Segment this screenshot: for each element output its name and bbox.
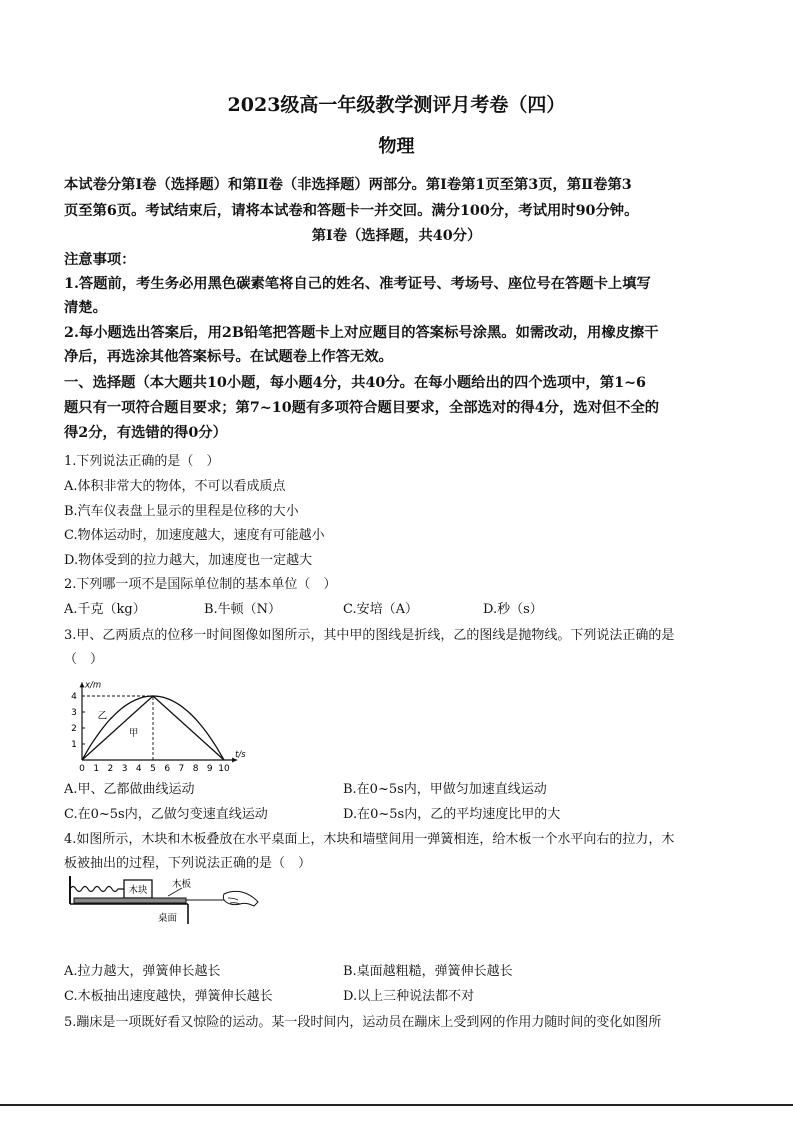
- y-axis-label: x/m: [85, 680, 102, 691]
- q3-xt-graph: [60, 672, 260, 772]
- wooden-board: [74, 898, 186, 903]
- page-bottom-rule: [0, 1104, 793, 1106]
- q4-option-c: C.木板抽出速度越快，弹簧伸长越长: [64, 989, 273, 1004]
- q2-option-b: B.牛顿（N）: [204, 602, 282, 617]
- notice-line-2: 清楚。: [64, 300, 107, 316]
- q4-option-a: A.拉力越大，弹簧伸长越长: [64, 964, 221, 979]
- x-axis-label: t/s: [235, 750, 246, 760]
- q2-option-c: C.安培（A）: [343, 602, 419, 617]
- q3-stem: 3.甲、乙两质点的位移一时间图像如图所示，其中甲的图线是折线，乙的图线是抛物线。下列说法正确的是: [64, 628, 675, 643]
- q1-option-c: C.物体运动时，加速度越大，速度有可能越小: [64, 528, 325, 543]
- x-tick-label: 2: [107, 764, 114, 772]
- x-tick-label: 9: [206, 764, 213, 772]
- block-label: 木块: [128, 885, 148, 896]
- x-tick-label: 1: [93, 764, 100, 772]
- q2-option-d: D.秒（s）: [483, 602, 543, 617]
- q4-stem-2: 板被抽出的过程，下列说法正确的是（ ）: [64, 856, 312, 871]
- q3-option-d: D.在0~5s内，乙的平均速度比甲的大: [343, 807, 561, 822]
- q4-option-d: D.以上三种说法都不对: [343, 989, 475, 1004]
- x-tick-label: 0: [79, 764, 85, 772]
- q3-option-a: A.甲、乙都做曲线运动: [64, 782, 195, 797]
- q1-option-d: D.物体受到的拉力越大，加速度也一定越大: [64, 553, 313, 568]
- q4-option-b: B.桌面越粗糙，弹簧伸长越长: [343, 964, 513, 979]
- q3-option-c: C.在0~5s内，乙做匀变速直线运动: [64, 807, 268, 822]
- q4-stem: 4.如图所示，木块和木板叠放在水平桌面上，木块和墙壁间用一弹簧相连，给木板一个水平向右的拉力，木: [64, 832, 675, 847]
- q5-stem: 5.蹦床是一项既好看又惊险的运动。某一段时间内，运动员在蹦床上受到网的作用力随时间的变化如图所: [64, 1015, 662, 1030]
- subject-title: 物理: [378, 136, 415, 157]
- q2-option-a: A.千克（kg）: [64, 602, 146, 617]
- series-jia-label: 甲: [128, 728, 139, 739]
- section1-line-2: 题只有一项符合题目要求；第7~10题有多项符合题目要求，全部选对的得4分，选对但不全的: [64, 400, 660, 416]
- part1-title: 第Ⅰ卷（选择题，共40分）: [311, 228, 482, 244]
- exam-title: 2023级高一年级教学测评月考卷（四）: [227, 94, 566, 116]
- intro-line-2: 页至第6页。考试结束后，请将本试卷和答题卡一并交回。满分100分，考试用时90分钟。: [64, 203, 639, 219]
- notice-title: 注意事项：: [64, 252, 136, 268]
- x-tick-label: 5: [150, 764, 156, 772]
- x-tick-label: 8: [192, 764, 199, 772]
- section1-line-3: 得2分，有选错的得0分）: [64, 425, 227, 441]
- spring: [70, 887, 124, 892]
- q1-stem: 1.下列说法正确的是（ ）: [64, 454, 220, 469]
- q4-spring-board-diagram: [64, 874, 264, 926]
- series-yi-label: 乙: [97, 710, 108, 722]
- y-tick-label: 3: [71, 708, 77, 718]
- hand-icon: [223, 891, 258, 906]
- q1-option-b: B.汽车仪表盘上显示的里程是位移的大小: [64, 504, 299, 519]
- notice-line-3: 2.每小题选出答案后，用2B铅笔把答题卡上对应题目的答案标号涂黑。如需改动，用橡皮擦干: [64, 325, 659, 341]
- y-tick-label: 4: [71, 692, 77, 702]
- x-tick-label: 3: [121, 764, 128, 772]
- y-axis-arrow: [80, 682, 85, 687]
- notice-line-1: 1.答题前，考生务必用黑色碳素笔将自己的姓名、准考证号、考场号、座位号在答题卡上填写: [64, 276, 651, 292]
- notice-line-4: 净后，再选涂其他答案标号。在试题卷上作答无效。: [64, 349, 393, 365]
- q3-stem-2: （ ）: [64, 652, 104, 667]
- x-tick-label: 10: [218, 764, 230, 772]
- q3-option-b: B.在0~5s内，甲做匀加速直线运动: [343, 782, 547, 797]
- y-tick-label: 1: [71, 740, 77, 750]
- y-tick-label: 2: [71, 724, 77, 734]
- q2-stem: 2.下列哪一项不是国际单位制的基本单位（ ）: [64, 577, 337, 592]
- intro-line-1: 本试卷分第Ⅰ卷（选择题）和第Ⅱ卷（非选择题）两部分。第Ⅰ卷第1页至第3页，第Ⅱ卷第3: [64, 177, 632, 193]
- x-tick-label: 7: [178, 764, 185, 772]
- desk-label: 桌面: [158, 913, 178, 924]
- q1-option-a: A.体积非常大的物体，不可以看成质点: [64, 479, 286, 494]
- section1-line-1: 一、选择题（本大题共10小题，每小题4分，共40分。在每小题给出的四个选项中，第1~6: [64, 375, 647, 391]
- board-label: 木板: [172, 879, 192, 890]
- x-tick-label: 4: [135, 764, 142, 772]
- x-tick-label: 6: [164, 764, 171, 772]
